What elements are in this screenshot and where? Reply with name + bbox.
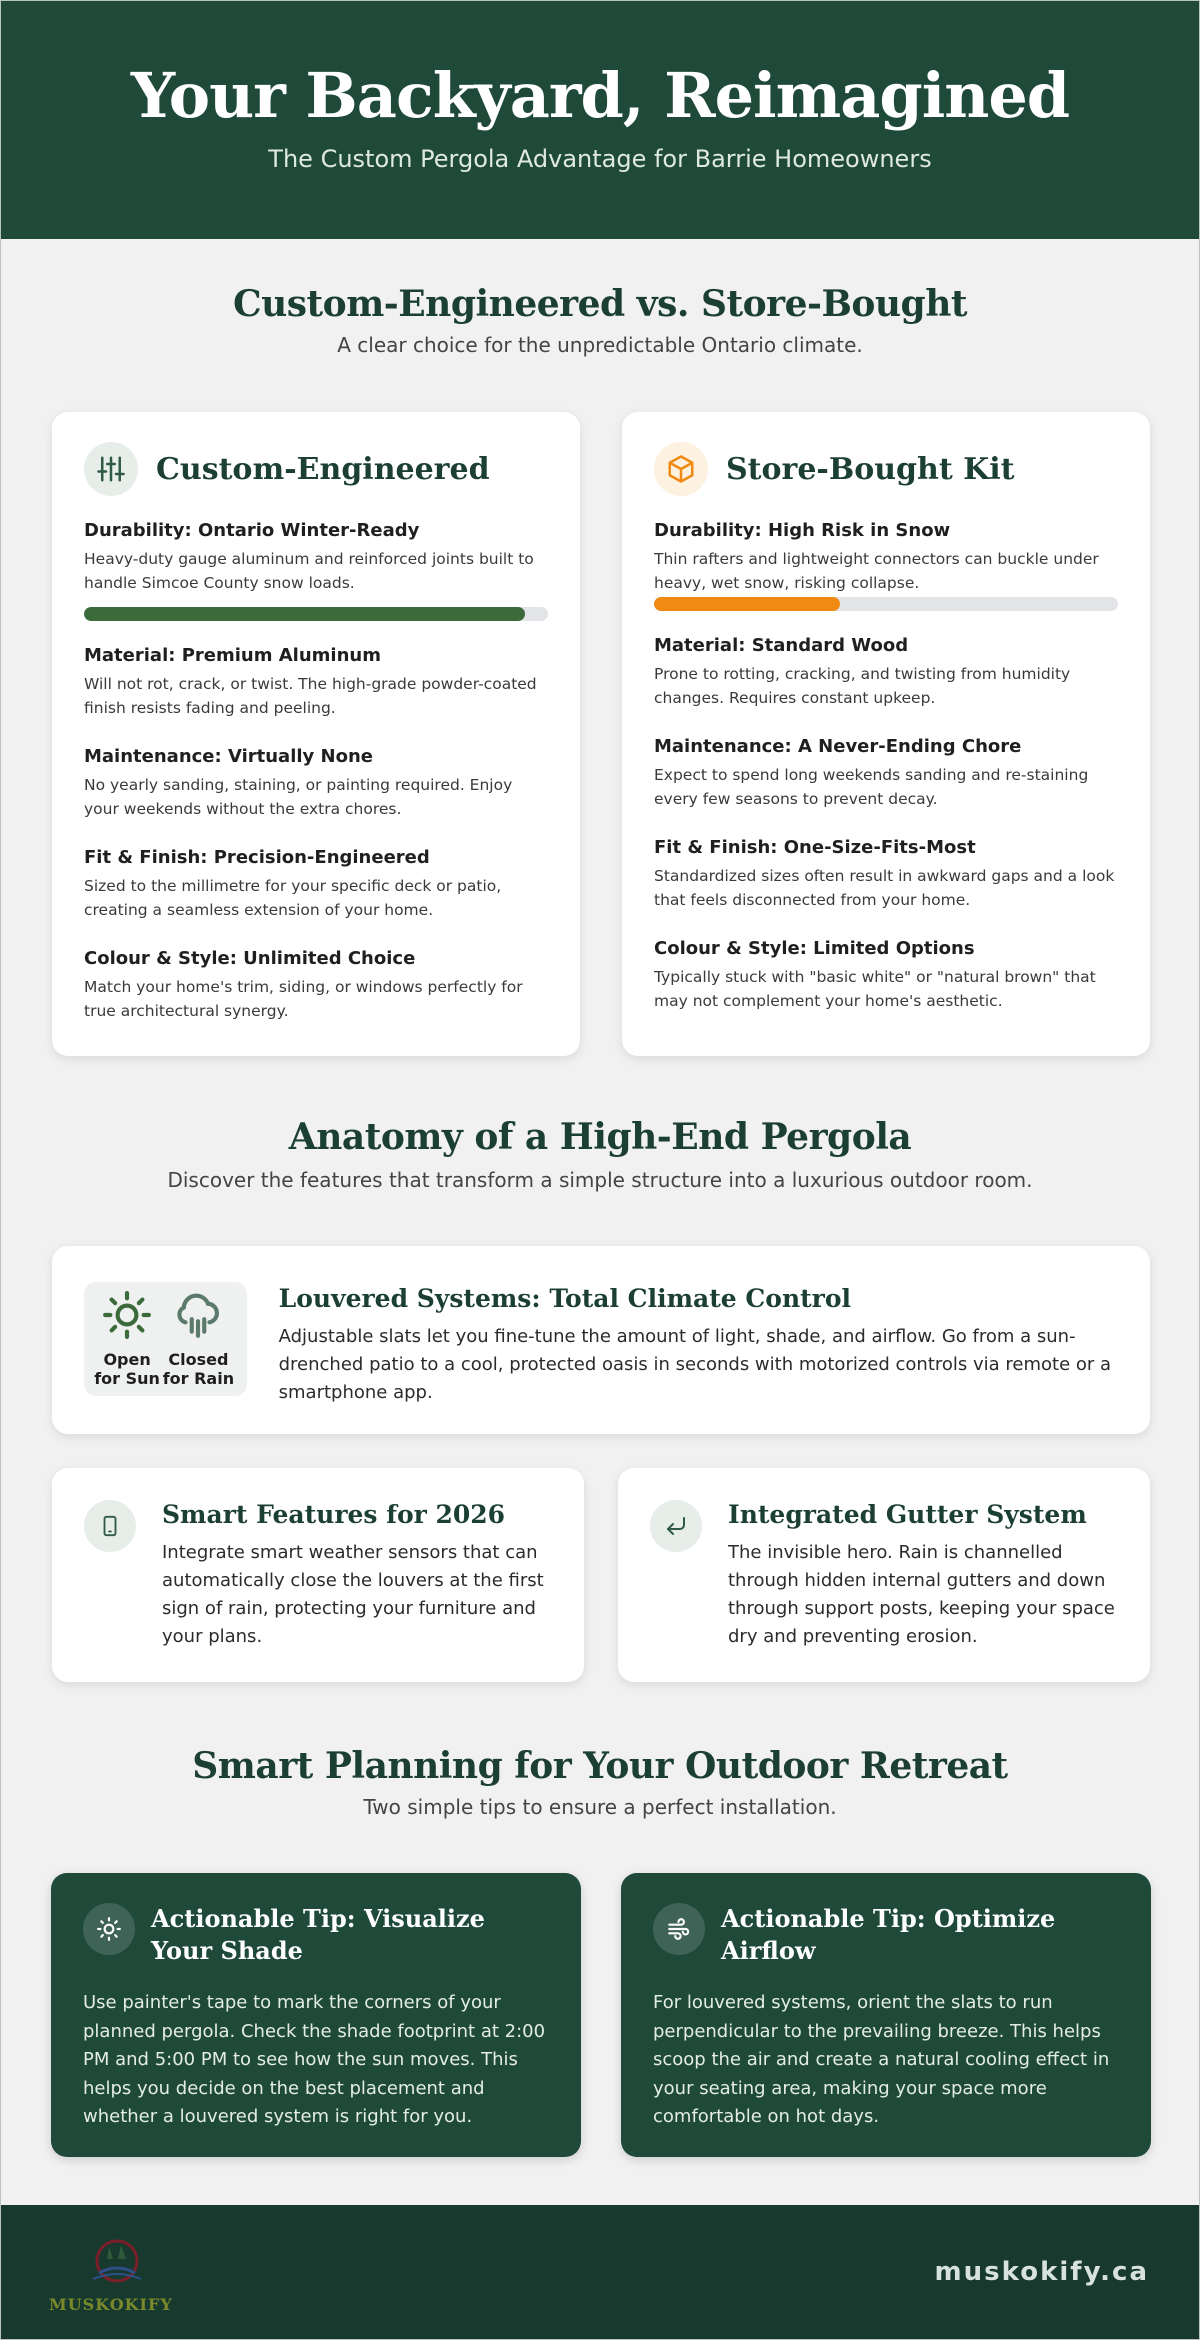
smart-body: Integrate smart weather sensors that can automatically close the louvers at the first sign of rain, protecting your furniture and your plans. <box>162 1542 544 1647</box>
custom-item-maintenance <box>84 746 548 821</box>
planning-title: Smart Planning for Your Outdoor Retreat <box>192 1745 1008 1787</box>
item-title: Material: Standard Wood <box>654 635 909 656</box>
item-body: Will not rot, crack, or twist. The high-grade powder-coated finish resists fading and peeling. <box>84 675 537 717</box>
closed-for-rain-label: Closed for Rain <box>162 1350 235 1388</box>
item-body: Prone to rotting, cracking, and twisting from humidity changes. Requires constant upkeep. <box>654 665 1071 707</box>
anatomy-heading <box>1 1116 1199 1192</box>
store-item-colour <box>654 938 1118 1013</box>
item-body: Thin rafters and lightweight connectors can buckle under heavy, wet snow, risking collapse. <box>654 550 1099 592</box>
page-subtitle: The Custom Pergola Advantage for Barrie Homeowners <box>268 145 932 173</box>
custom-item-durability <box>84 520 548 621</box>
custom-card-title: Custom-Engineered <box>156 451 490 487</box>
tip-body: For louvered systems, orient the slats to run perpendicular to the prevailing breeze. This helps scoop the air and create a natural cooling effect in your seating area, making your space more comfortable on hot days. <box>653 1992 1110 2127</box>
store-item-fit <box>654 837 1118 912</box>
item-body: Match your home's trim, siding, or windows perfectly for true architectural synergy. <box>84 978 523 1020</box>
item-body: Typically stuck with "basic white" or "natural brown" that may not complement your home's aesthetic. <box>654 968 1096 1010</box>
durability-bar-fill <box>84 607 525 621</box>
tip-body: Use painter's tape to mark the corners of your planned pergola. Check the shade footprint at 2:00 PM and 5:00 PM to see how the sun moves. This helps you decide on the best placement and whether a louvered system is right for you. <box>83 1992 546 2127</box>
custom-item-fit <box>84 847 548 922</box>
custom-item-material <box>84 645 548 720</box>
comparison-heading <box>1 283 1199 357</box>
item-title: Material: Premium Aluminum <box>84 645 381 666</box>
comparison-subtitle: A clear choice for the unpredictable Ontario climate. <box>337 333 863 357</box>
item-body: Heavy-duty gauge aluminum and reinforced joints built to handle Simcoe County snow loads. <box>84 550 534 592</box>
sun-icon <box>83 1903 135 1955</box>
open-for-sun-label: Open for Sun <box>94 1350 160 1388</box>
planning-subtitle: Two simple tips to ensure a perfect installation. <box>363 1795 837 1819</box>
smart-title: Smart Features for 2026 <box>162 1500 506 1529</box>
tip-title: Actionable Tip: Optimize Airflow <box>721 1904 1056 1965</box>
logo-mark-icon <box>49 2233 189 2299</box>
item-body: No yearly sanding, staining, or painting required. Enjoy your weekends without the extra chores. <box>84 776 513 818</box>
hero-banner <box>1 1 1199 239</box>
louver-title: Louvered Systems: Total Climate Control <box>278 1284 852 1313</box>
muskokify-logo[interactable] <box>49 2233 189 2317</box>
item-title: Colour & Style: Limited Options <box>654 938 975 959</box>
item-title: Durability: Ontario Winter-Ready <box>84 520 420 541</box>
tip-card-airflow <box>621 1873 1151 2157</box>
louver-open-state <box>94 1290 160 1388</box>
durability-bar-fill <box>654 597 840 611</box>
planning-heading <box>1 1745 1199 1819</box>
gutter-title: Integrated Gutter System <box>728 1500 1087 1529</box>
store-card-title: Store-Bought Kit <box>726 451 1015 487</box>
cloud-rain-icon <box>173 1290 223 1340</box>
louver-closed-state <box>160 1290 236 1388</box>
gutter-body: The invisible hero. Rain is channelled through hidden internal gutters and down through support posts, keeping your space dry and preventing erosion. <box>728 1542 1115 1647</box>
louvered-systems-card <box>52 1246 1150 1434</box>
sun-icon <box>102 1290 152 1340</box>
store-item-durability <box>654 520 1118 611</box>
durability-bar <box>654 597 1118 611</box>
smart-features-card <box>52 1468 584 1682</box>
item-body: Expect to spend long weekends sanding and re-staining every few seasons to prevent decay. <box>654 766 1089 808</box>
store-bought-card <box>622 412 1150 1056</box>
logo-text: MUSKOKIFY <box>49 2295 173 2314</box>
item-title: Colour & Style: Unlimited Choice <box>84 948 416 969</box>
louver-body: Adjustable slats let you fine-tune the amount of light, shade, and airflow. Go from a sun-drenched patio to a cool, protected oasis in seconds with motorized controls via remote or a smartphone app. <box>278 1326 1112 1403</box>
store-item-maintenance <box>654 736 1118 811</box>
item-title: Durability: High Risk in Snow <box>654 520 951 541</box>
item-body: Sized to the millimetre for your specific deck or patio, creating a seamless extension of your home. <box>84 877 502 919</box>
item-body: Standardized sizes often result in awkward gaps and a look that feels disconnected from your home. <box>654 867 1115 909</box>
gutter-system-card <box>618 1468 1150 1682</box>
wind-icon <box>653 1903 705 1955</box>
item-title: Fit & Finish: Precision-Engineered <box>84 847 430 868</box>
anatomy-subtitle: Discover the features that transform a simple structure into a luxurious outdoor room. <box>167 1168 1033 1192</box>
website-link[interactable]: muskokify.ca <box>934 2257 1149 2287</box>
anatomy-title: Anatomy of a High-End Pergola <box>288 1116 912 1158</box>
item-title: Maintenance: A Never-Ending Chore <box>654 736 1022 757</box>
tip-title: Actionable Tip: Visualize Your Shade <box>151 1904 485 1965</box>
sliders-icon <box>84 442 138 496</box>
tip-card-shade <box>51 1873 581 2157</box>
custom-item-colour <box>84 948 548 1023</box>
corner-down-left-icon <box>650 1500 702 1552</box>
item-title: Fit & Finish: One-Size-Fits-Most <box>654 837 976 858</box>
footer <box>1 2205 1199 2339</box>
page-title: Your Backyard, Reimagined <box>130 59 1070 132</box>
box-icon <box>654 442 708 496</box>
smartphone-icon <box>84 1500 136 1552</box>
durability-bar <box>84 607 548 621</box>
store-item-material <box>654 635 1118 710</box>
custom-engineered-card <box>52 412 580 1056</box>
comparison-title: Custom-Engineered vs. Store-Bought <box>232 283 968 325</box>
louver-states <box>84 1282 247 1396</box>
item-title: Maintenance: Virtually None <box>84 746 373 767</box>
